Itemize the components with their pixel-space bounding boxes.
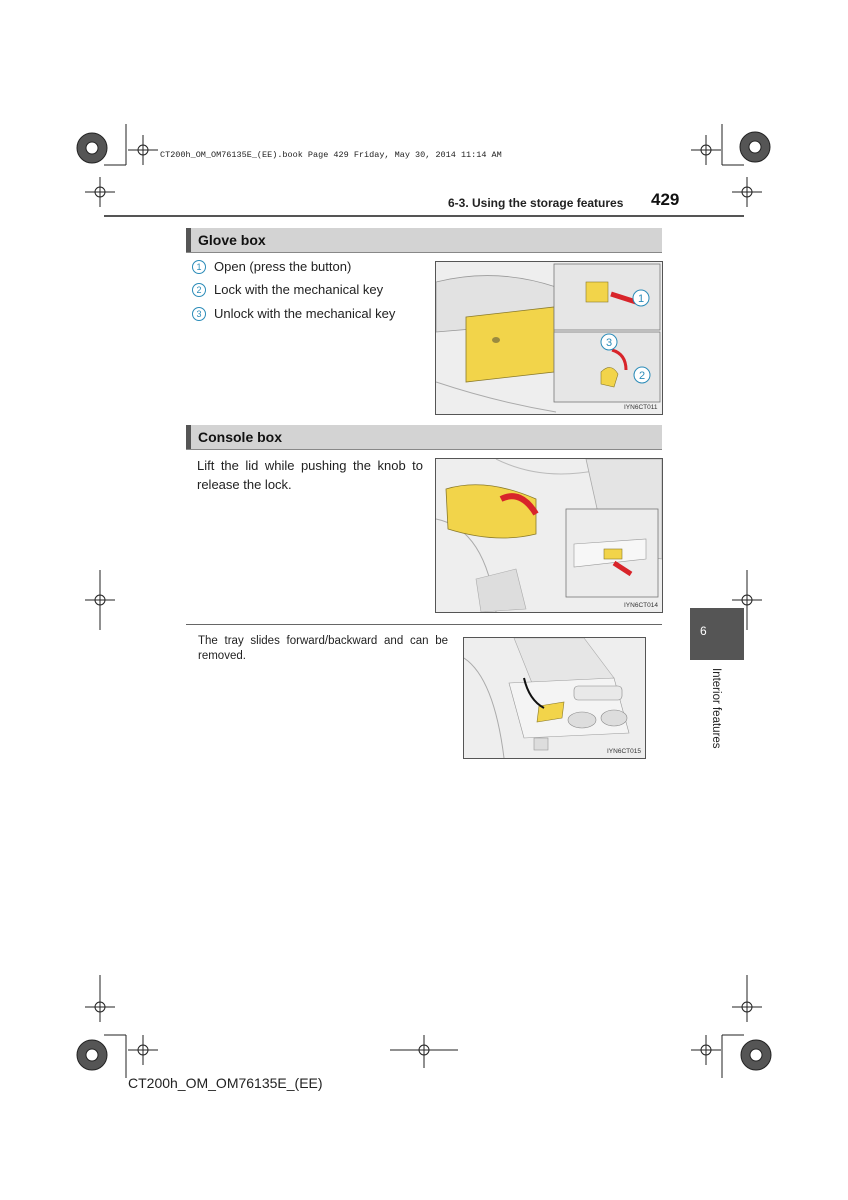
print-header: CT200h_OM_OM76135E_(EE).book Page 429 Friday, May 30, 2014 11:14 AM [160,150,502,160]
console-box-illustration [436,459,662,612]
list-item [192,282,383,297]
callout-3-label: 3 [605,337,613,349]
glove-box-figure [435,261,663,415]
callout-1-label: 1 [637,293,645,305]
figure-code: IYN6CT011 [624,404,658,411]
tray-text: The tray slides forward/backward and can be removed. [198,635,448,662]
console-box-text: Lift the lid while pushing the knob to release the lock. [197,458,423,492]
section-title: 6-3. Using the storage features [448,196,624,210]
item-text: Unlock with the mechanical key [214,306,396,321]
figure-code: IYN6CT015 [607,748,641,755]
callout-2-label: 2 [638,370,646,382]
chapter-title: Interior features [710,668,722,749]
glove-box-lid [466,307,554,382]
chapter-tab [690,608,744,660]
release-knob [604,549,622,559]
list-item [192,259,351,274]
tray-illustration [464,638,645,758]
glove-box-heading [186,228,662,253]
tray-figure [463,637,646,759]
page-number: 429 [651,190,680,209]
heading-accent [186,425,191,449]
item-text: Open (press the button) [214,259,352,274]
footer-text: CT200h_OM_OM76135E_(EE) [128,1075,323,1091]
divider-rule [186,624,662,625]
item-number: 1 [192,260,206,274]
glove-box-illustration [436,262,662,414]
glove-box-heading-text: Glove box [198,232,266,248]
header-rule [104,215,744,217]
console-box-heading [186,425,662,450]
console-box-heading-text: Console box [198,429,283,445]
item-number: 3 [192,307,206,321]
console-box-figure [435,458,663,613]
heading-accent [186,228,191,252]
list-item [192,306,395,321]
item-number: 2 [192,283,206,297]
item-text: Lock with the mechanical key [214,282,384,297]
figure-code: IYN6CT014 [624,602,658,609]
chapter-number: 6 [700,624,707,638]
